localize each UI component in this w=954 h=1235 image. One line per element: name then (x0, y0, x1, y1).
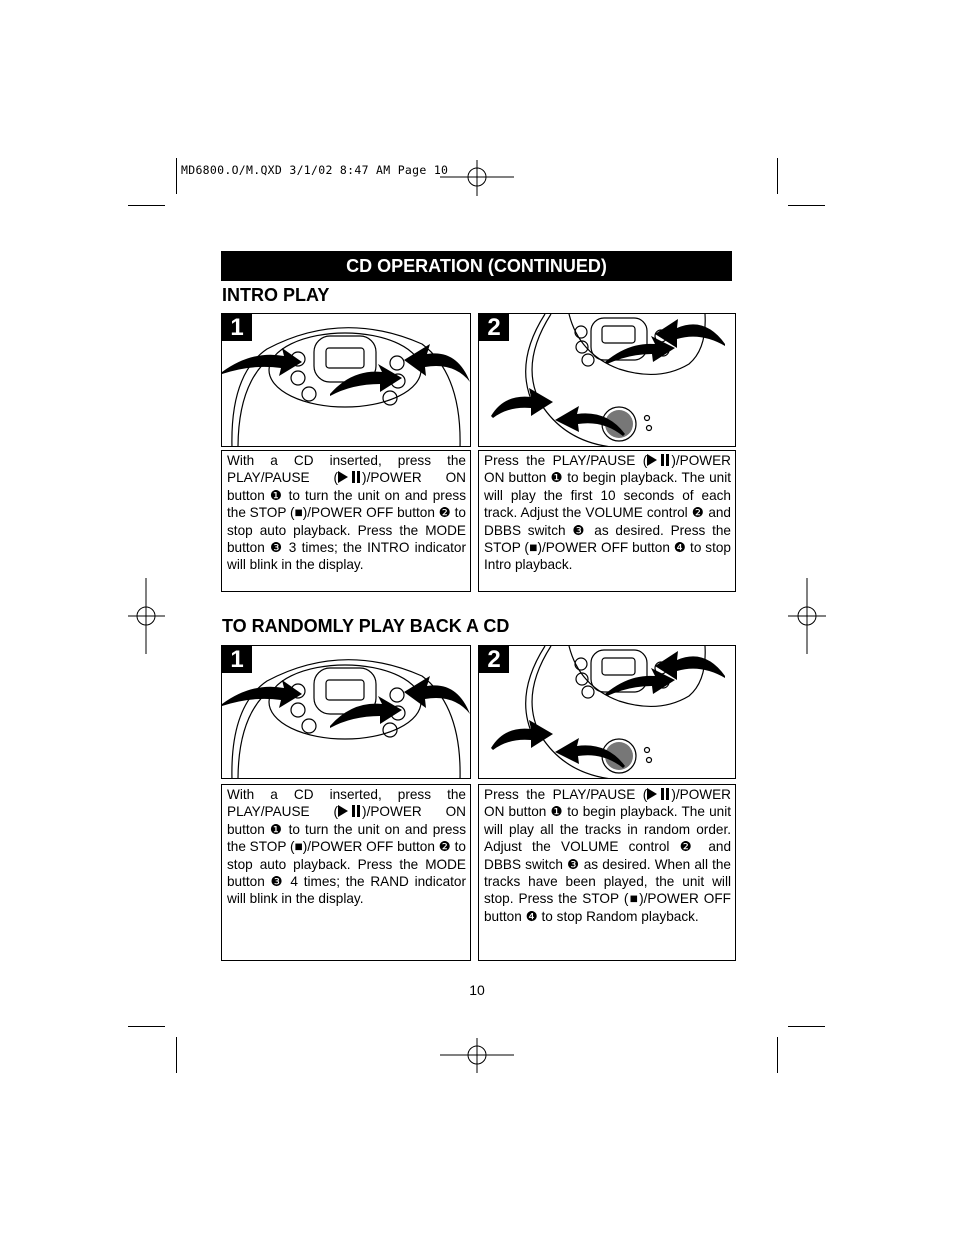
step-number-badge: 1 (222, 314, 252, 341)
instruction-intro-step-2: Press the PLAY/PAUSE ( )/POWER ON button ❶ to begin playback. The unit will play the first 10 seconds of each track. Adjust the VOLUME control ❷ and DBBS switch ❸ as desired. Press the STOP (■)/POWER OFF button ❹ to stop Intro playback. (478, 450, 736, 592)
section-title-random-play: TO RANDOMLY PLAY BACK A CD (222, 616, 510, 636)
illustration-intro-step-1 (221, 313, 471, 447)
step-number-badge: 1 (222, 646, 252, 673)
play-pause-icon (338, 805, 362, 817)
cd-player-front-icon (222, 314, 471, 447)
illustration-intro-step-2 (478, 313, 736, 447)
illustration-random-step-2 (478, 645, 736, 779)
play-pause-icon (338, 471, 362, 483)
instruction-intro-step-1: With a CD inserted, press the PLAY/PAUSE ( )/POWER ON button ❶ to turn the unit on and press the STOP (■)/POWER OFF button ❷ to stop auto playback. Press the MODE button ❸ 3 times; the INTRO indicator will blink in the display. (221, 450, 471, 592)
cd-player-front-icon (222, 646, 471, 779)
cd-player-top-icon (479, 646, 736, 779)
play-pause-icon (647, 454, 671, 466)
page-number: 10 (469, 982, 485, 998)
instruction-random-step-2: Press the PLAY/PAUSE ( )/POWER ON button ❶ to begin playback. The unit will play all the tracks in random order. Adjust the VOLUME control ❷ and DBBS switch ❸ as desired. When all the tracks have been played, the unit will stop. Press the STOP (■)/POWER OFF button ❹ to stop Random playback. (478, 784, 736, 961)
print-slug: MD6800.O/M.QXD 3/1/02 8:47 AM Page 10 (181, 163, 449, 177)
play-pause-icon (647, 788, 671, 800)
instruction-random-step-1: With a CD inserted, press the PLAY/PAUSE ( )/POWER ON button ❶ to turn the unit on and press the STOP (■)/POWER OFF button ❷ to stop auto playback. Press the MODE button ❸ 4 times; the RAND indicator will blink in the display. (221, 784, 471, 961)
section-title-intro-play: INTRO PLAY (222, 285, 330, 305)
cd-player-top-icon (479, 314, 736, 447)
section-banner: CD OPERATION (CONTINUED) (221, 251, 732, 281)
step-number-badge: 2 (479, 314, 509, 341)
illustration-random-step-1 (221, 645, 471, 779)
step-number-badge: 2 (479, 646, 509, 673)
